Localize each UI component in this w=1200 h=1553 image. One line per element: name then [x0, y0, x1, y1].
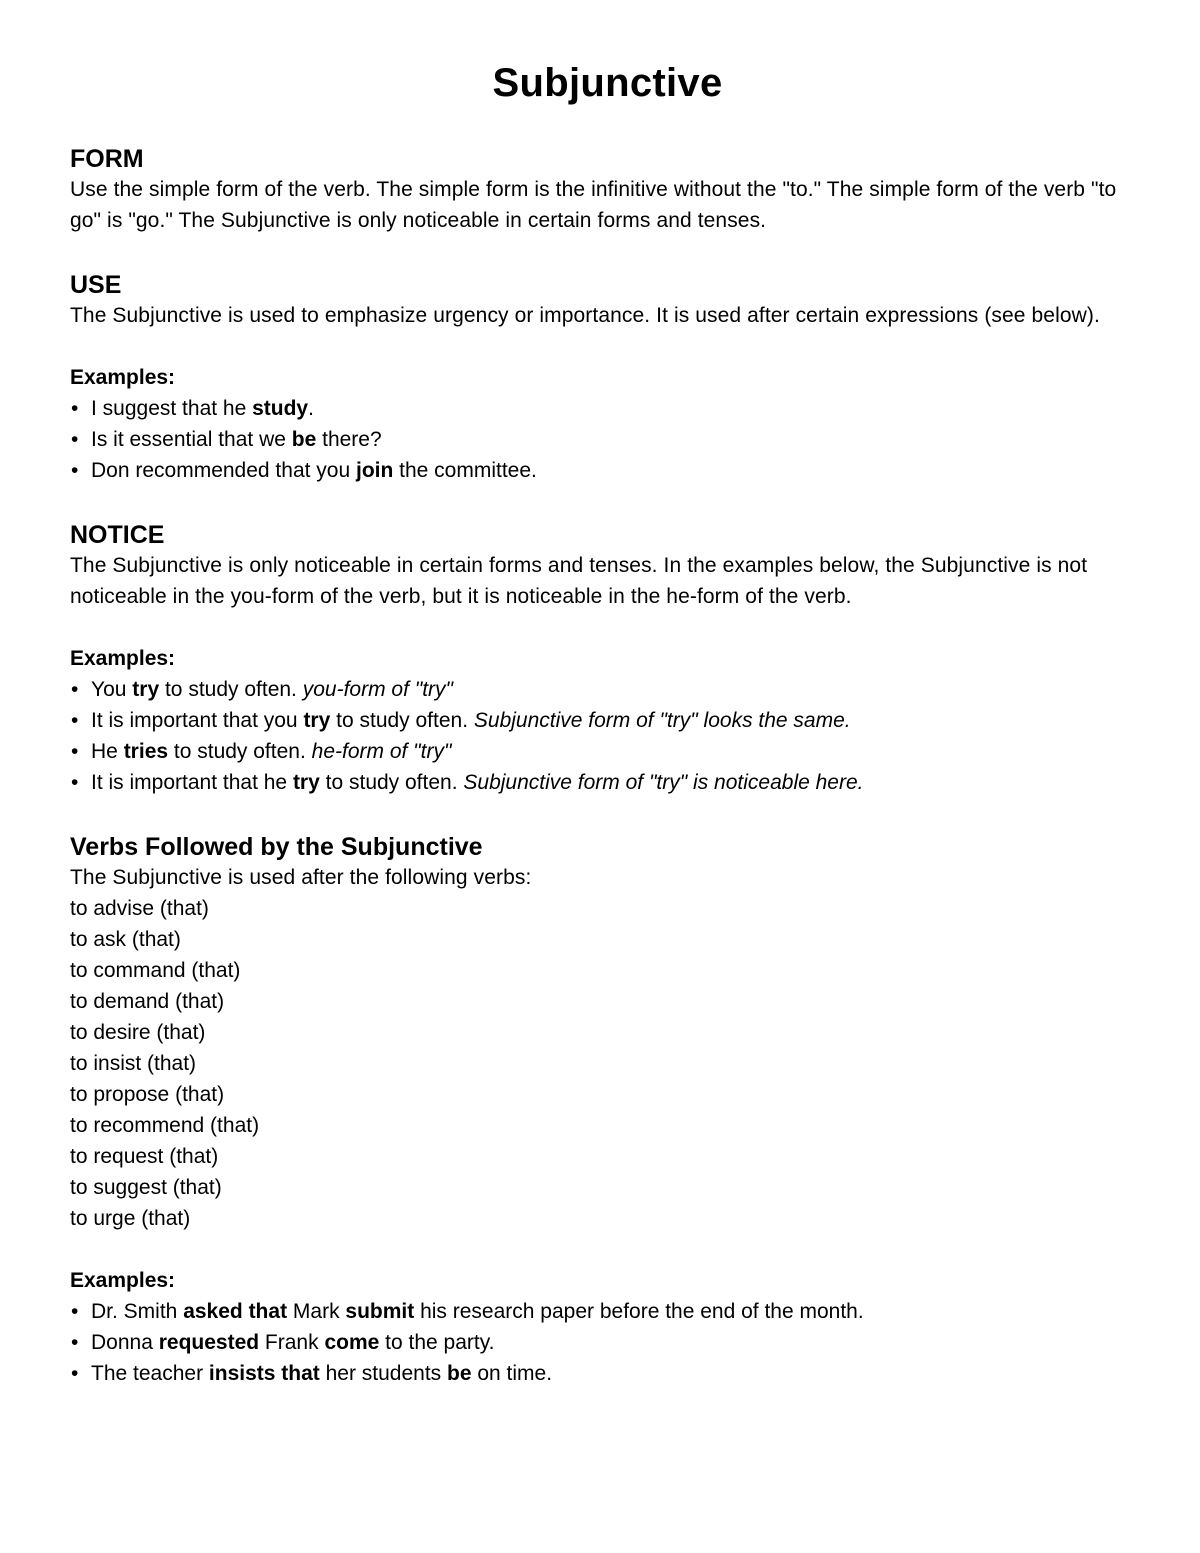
list-item: to demand (that)	[70, 990, 225, 1013]
list-item: • Donna requested Frank come to the party.	[70, 1327, 1145, 1358]
use-heading: USE	[70, 271, 122, 299]
form-text: Use the simple form of the verb. The simple form is the infinitive without the "to." The simple form of the verb "to go" is "go." The Subjunctive is only noticeable in certain forms and tenses.	[70, 178, 1117, 232]
list-item: to urge (that)	[70, 1207, 191, 1230]
form-heading: FORM	[70, 145, 144, 173]
list-item: • I suggest that he study.	[70, 393, 1145, 424]
list-item: • Is it essential that we be there?	[70, 424, 1145, 455]
list-item: to command (that)	[70, 959, 241, 982]
verbs-examples-list	[70, 1296, 1145, 1389]
list-item: to suggest (that)	[70, 1176, 222, 1199]
notice-examples-list	[70, 674, 1145, 798]
list-item: to desire (that)	[70, 1021, 206, 1044]
verbs-intro: The Subjunctive is used after the following verbs:	[70, 866, 532, 889]
use-text: The Subjunctive is used to emphasize urgency or importance. It is used after certain expressions (see below).	[70, 304, 1100, 327]
list-item: to ask (that)	[70, 928, 181, 951]
notice-text: The Subjunctive is only noticeable in certain forms and tenses. In the examples below, the Subjunctive is not noticeable in the you-form of the verb, but it is noticeable in the he-form of the verb.	[70, 554, 1088, 608]
notice-examples-heading: Examples:	[70, 647, 176, 670]
list-item: to advise (that)	[70, 897, 209, 920]
list-item: to request (that)	[70, 1145, 219, 1168]
list-item: • Don recommended that you join the committee.	[70, 455, 1145, 486]
document-page	[70, 55, 1145, 1389]
list-item: • He tries to study often. he-form of "try"	[70, 736, 1145, 767]
list-item: to propose (that)	[70, 1083, 225, 1106]
list-item: • The teacher insists that her students be on time.	[70, 1358, 1145, 1389]
list-item: • It is important that he try to study often. Subjunctive form of "try" is noticeable here.	[70, 767, 1145, 798]
list-item: to insist (that)	[70, 1052, 197, 1075]
list-item: • You try to study often. you-form of "try"	[70, 674, 1145, 705]
verbs-examples-heading: Examples:	[70, 1269, 176, 1292]
list-item: to recommend (that)	[70, 1114, 260, 1137]
list-item: • Dr. Smith asked that Mark submit his research paper before the end of the month.	[70, 1296, 1145, 1327]
verbs-heading: Verbs Followed by the Subjunctive	[70, 833, 483, 861]
page-title: Subjunctive	[492, 61, 723, 105]
verbs-list	[70, 893, 1145, 1234]
use-examples-list	[70, 393, 1145, 486]
use-examples-heading: Examples:	[70, 366, 176, 389]
list-item: • It is important that you try to study often. Subjunctive form of "try" looks the same.	[70, 705, 1145, 736]
notice-heading: NOTICE	[70, 521, 165, 549]
